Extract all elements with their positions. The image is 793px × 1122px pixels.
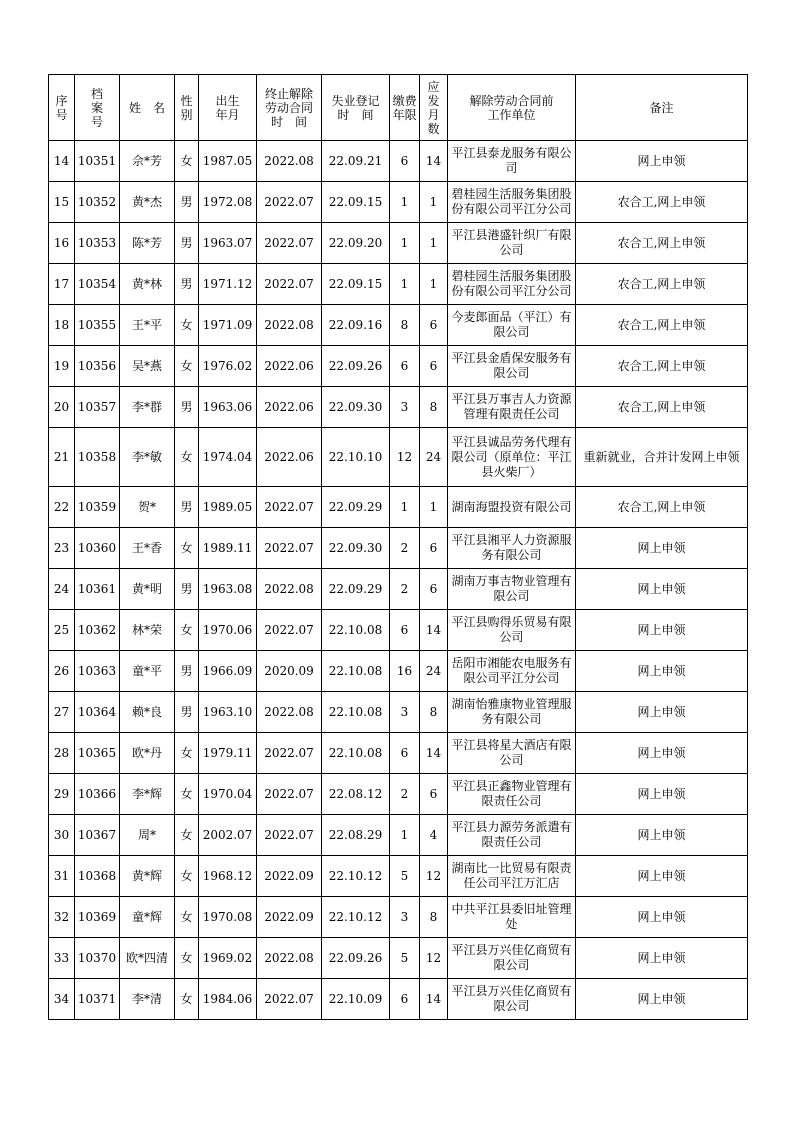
cell-name: 李*清 [120, 979, 175, 1020]
cell-birth: 1966.09 [199, 651, 257, 692]
cell-contrib-years: 1 [390, 223, 420, 264]
cell-months: 14 [420, 733, 448, 774]
cell-gender: 女 [175, 733, 199, 774]
cell-months: 8 [420, 692, 448, 733]
table-body [49, 141, 748, 1020]
cell-file-no: 10368 [75, 856, 120, 897]
cell-birth: 1970.04 [199, 774, 257, 815]
cell-termination: 2022.09 [257, 856, 322, 897]
cell-termination: 2022.07 [257, 815, 322, 856]
cell-file-no: 10353 [75, 223, 120, 264]
cell-remarks: 农合工,网上申领 [576, 487, 748, 528]
cell-remarks: 网上申领 [576, 141, 748, 182]
cell-file-no: 10354 [75, 264, 120, 305]
cell-seq: 21 [49, 428, 75, 487]
cell-birth: 1969.02 [199, 938, 257, 979]
cell-name: 贺* [120, 487, 175, 528]
cell-termination: 2022.08 [257, 938, 322, 979]
cell-seq: 34 [49, 979, 75, 1020]
cell-registration: 22.09.16 [322, 305, 390, 346]
cell-contrib-years: 3 [390, 387, 420, 428]
unemployment-benefit-table [48, 74, 748, 1020]
cell-registration: 22.10.08 [322, 610, 390, 651]
cell-termination: 2020.09 [257, 651, 322, 692]
table-row [49, 651, 748, 692]
cell-gender: 女 [175, 610, 199, 651]
cell-months: 14 [420, 610, 448, 651]
cell-registration: 22.09.21 [322, 141, 390, 182]
cell-remarks: 重新就业，合并计发网上申领 [576, 428, 748, 487]
cell-contrib-years: 1 [390, 264, 420, 305]
cell-file-no: 10369 [75, 897, 120, 938]
cell-gender: 男 [175, 569, 199, 610]
table-row [49, 815, 748, 856]
cell-file-no: 10351 [75, 141, 120, 182]
cell-months: 6 [420, 346, 448, 387]
cell-registration: 22.08.12 [322, 774, 390, 815]
cell-contrib-years: 6 [390, 979, 420, 1020]
cell-seq: 29 [49, 774, 75, 815]
cell-registration: 22.09.30 [322, 528, 390, 569]
cell-birth: 1984.06 [199, 979, 257, 1020]
cell-termination: 2022.07 [257, 774, 322, 815]
cell-remarks: 网上申领 [576, 979, 748, 1020]
cell-registration: 22.09.26 [322, 938, 390, 979]
cell-gender: 男 [175, 182, 199, 223]
cell-seq: 32 [49, 897, 75, 938]
table-row [49, 182, 748, 223]
cell-contrib-years: 12 [390, 428, 420, 487]
cell-gender: 男 [175, 692, 199, 733]
cell-months: 14 [420, 979, 448, 1020]
cell-name: 童*辉 [120, 897, 175, 938]
cell-contrib-years: 6 [390, 141, 420, 182]
cell-gender: 女 [175, 856, 199, 897]
cell-registration: 22.10.12 [322, 856, 390, 897]
cell-termination: 2022.07 [257, 487, 322, 528]
table-row [49, 141, 748, 182]
cell-birth: 1970.08 [199, 897, 257, 938]
cell-contrib-years: 6 [390, 733, 420, 774]
header-seq: 序号 [49, 75, 75, 141]
table-row [49, 692, 748, 733]
cell-name: 黄*明 [120, 569, 175, 610]
table-row [49, 897, 748, 938]
header-prev-employer: 解除劳动合同前工作单位 [448, 75, 576, 141]
cell-months: 6 [420, 528, 448, 569]
cell-prev-employer: 平江县万兴佳亿商贸有限公司 [448, 979, 576, 1020]
cell-name: 李*群 [120, 387, 175, 428]
cell-termination: 2022.08 [257, 141, 322, 182]
cell-file-no: 10370 [75, 938, 120, 979]
cell-gender: 女 [175, 938, 199, 979]
cell-gender: 男 [175, 223, 199, 264]
cell-birth: 1970.06 [199, 610, 257, 651]
cell-seq: 31 [49, 856, 75, 897]
cell-registration: 22.10.09 [322, 979, 390, 1020]
cell-seq: 14 [49, 141, 75, 182]
cell-birth: 1963.08 [199, 569, 257, 610]
cell-registration: 22.10.08 [322, 692, 390, 733]
cell-termination: 2022.08 [257, 569, 322, 610]
cell-prev-employer: 碧桂园生活服务集团股份有限公司平江分公司 [448, 182, 576, 223]
cell-months: 14 [420, 141, 448, 182]
cell-prev-employer: 平江县湘平人力资源服务有限公司 [448, 528, 576, 569]
cell-prev-employer: 平江县力源劳务派遣有限责任公司 [448, 815, 576, 856]
cell-registration: 22.09.26 [322, 346, 390, 387]
cell-seq: 30 [49, 815, 75, 856]
cell-remarks: 网上申领 [576, 651, 748, 692]
cell-months: 24 [420, 428, 448, 487]
cell-seq: 18 [49, 305, 75, 346]
cell-name: 李*辉 [120, 774, 175, 815]
cell-contrib-years: 1 [390, 487, 420, 528]
cell-remarks: 网上申领 [576, 692, 748, 733]
cell-birth: 1968.12 [199, 856, 257, 897]
cell-contrib-years: 6 [390, 346, 420, 387]
cell-contrib-years: 5 [390, 938, 420, 979]
cell-name: 王*香 [120, 528, 175, 569]
cell-name: 欧*四清 [120, 938, 175, 979]
cell-file-no: 10371 [75, 979, 120, 1020]
cell-file-no: 10352 [75, 182, 120, 223]
cell-prev-employer: 平江县诚品劳务代理有限公司（原单位：平江县火柴厂） [448, 428, 576, 487]
cell-file-no: 10366 [75, 774, 120, 815]
cell-name: 吴*燕 [120, 346, 175, 387]
cell-gender: 女 [175, 141, 199, 182]
cell-birth: 1972.08 [199, 182, 257, 223]
cell-registration: 22.09.20 [322, 223, 390, 264]
cell-gender: 女 [175, 428, 199, 487]
cell-name: 王*平 [120, 305, 175, 346]
cell-remarks: 网上申领 [576, 774, 748, 815]
cell-contrib-years: 1 [390, 182, 420, 223]
header-termination: 终止解除劳动合同时 间 [257, 75, 322, 141]
cell-termination: 2022.09 [257, 897, 322, 938]
cell-birth: 1963.07 [199, 223, 257, 264]
cell-file-no: 10358 [75, 428, 120, 487]
cell-registration: 22.10.08 [322, 733, 390, 774]
cell-seq: 17 [49, 264, 75, 305]
cell-prev-employer: 平江县港盛针织厂有限公司 [448, 223, 576, 264]
cell-registration: 22.10.10 [322, 428, 390, 487]
cell-remarks: 网上申领 [576, 569, 748, 610]
cell-file-no: 10359 [75, 487, 120, 528]
table-row [49, 733, 748, 774]
cell-months: 12 [420, 938, 448, 979]
cell-remarks: 网上申领 [576, 938, 748, 979]
cell-prev-employer: 岳阳市湘能农电服务有限公司平江分公司 [448, 651, 576, 692]
cell-seq: 16 [49, 223, 75, 264]
table-row [49, 979, 748, 1020]
cell-contrib-years: 3 [390, 692, 420, 733]
cell-birth: 1971.09 [199, 305, 257, 346]
cell-registration: 22.10.08 [322, 651, 390, 692]
cell-remarks: 农合工,网上申领 [576, 346, 748, 387]
table-row [49, 264, 748, 305]
cell-prev-employer: 今麦郎面品（平江）有限公司 [448, 305, 576, 346]
cell-gender: 男 [175, 387, 199, 428]
cell-seq: 25 [49, 610, 75, 651]
cell-seq: 28 [49, 733, 75, 774]
cell-seq: 20 [49, 387, 75, 428]
cell-seq: 27 [49, 692, 75, 733]
cell-registration: 22.09.29 [322, 569, 390, 610]
cell-months: 1 [420, 223, 448, 264]
cell-termination: 2022.06 [257, 346, 322, 387]
cell-seq: 33 [49, 938, 75, 979]
cell-contrib-years: 6 [390, 610, 420, 651]
cell-remarks: 农合工,网上申领 [576, 223, 748, 264]
cell-remarks: 网上申领 [576, 856, 748, 897]
cell-prev-employer: 平江县万兴佳亿商贸有限公司 [448, 938, 576, 979]
cell-birth: 1987.05 [199, 141, 257, 182]
cell-prev-employer: 平江县金盾保安服务有限公司 [448, 346, 576, 387]
cell-seq: 22 [49, 487, 75, 528]
cell-months: 12 [420, 856, 448, 897]
cell-remarks: 农合工,网上申领 [576, 387, 748, 428]
table-row [49, 856, 748, 897]
cell-remarks: 网上申领 [576, 610, 748, 651]
header-remarks: 备注 [576, 75, 748, 141]
table-row [49, 305, 748, 346]
cell-months: 4 [420, 815, 448, 856]
cell-name: 周* [120, 815, 175, 856]
cell-name: 佘*芳 [120, 141, 175, 182]
cell-prev-employer: 平江县购得乐贸易有限公司 [448, 610, 576, 651]
table-row [49, 346, 748, 387]
cell-name: 童*平 [120, 651, 175, 692]
cell-prev-employer: 平江县泰龙服务有限公司 [448, 141, 576, 182]
cell-months: 6 [420, 774, 448, 815]
cell-months: 6 [420, 305, 448, 346]
cell-contrib-years: 2 [390, 569, 420, 610]
cell-gender: 女 [175, 774, 199, 815]
cell-contrib-years: 3 [390, 897, 420, 938]
cell-birth: 1989.11 [199, 528, 257, 569]
table-row [49, 428, 748, 487]
cell-file-no: 10355 [75, 305, 120, 346]
cell-months: 1 [420, 487, 448, 528]
table-row [49, 610, 748, 651]
cell-seq: 24 [49, 569, 75, 610]
cell-remarks: 网上申领 [576, 733, 748, 774]
cell-prev-employer: 平江县将星大酒店有限公司 [448, 733, 576, 774]
header-months: 应发月数 [420, 75, 448, 141]
cell-months: 8 [420, 897, 448, 938]
cell-termination: 2022.06 [257, 428, 322, 487]
cell-remarks: 农合工,网上申领 [576, 264, 748, 305]
cell-birth: 1963.10 [199, 692, 257, 733]
table-row [49, 938, 748, 979]
cell-months: 6 [420, 569, 448, 610]
cell-name: 陈*芳 [120, 223, 175, 264]
cell-termination: 2022.07 [257, 264, 322, 305]
header-gender: 性别 [175, 75, 199, 141]
table-row [49, 528, 748, 569]
cell-termination: 2022.07 [257, 223, 322, 264]
cell-contrib-years: 8 [390, 305, 420, 346]
cell-termination: 2022.07 [257, 733, 322, 774]
cell-remarks: 网上申领 [576, 528, 748, 569]
cell-prev-employer: 中共平江县委旧址管理处 [448, 897, 576, 938]
cell-remarks: 农合工,网上申领 [576, 182, 748, 223]
cell-remarks: 网上申领 [576, 897, 748, 938]
cell-name: 黄*辉 [120, 856, 175, 897]
cell-prev-employer: 平江县正鑫物业管理有限责任公司 [448, 774, 576, 815]
cell-file-no: 10367 [75, 815, 120, 856]
cell-gender: 男 [175, 651, 199, 692]
table-header-row [49, 75, 748, 141]
cell-contrib-years: 2 [390, 528, 420, 569]
cell-birth: 1963.06 [199, 387, 257, 428]
cell-months: 1 [420, 264, 448, 305]
cell-contrib-years: 2 [390, 774, 420, 815]
cell-birth: 1976.02 [199, 346, 257, 387]
cell-months: 8 [420, 387, 448, 428]
table-row [49, 223, 748, 264]
cell-gender: 女 [175, 979, 199, 1020]
cell-termination: 2022.07 [257, 182, 322, 223]
cell-birth: 1979.11 [199, 733, 257, 774]
cell-name: 李*敏 [120, 428, 175, 487]
table-row [49, 387, 748, 428]
cell-seq: 19 [49, 346, 75, 387]
cell-name: 欧*丹 [120, 733, 175, 774]
cell-file-no: 10364 [75, 692, 120, 733]
cell-seq: 26 [49, 651, 75, 692]
cell-gender: 女 [175, 305, 199, 346]
cell-contrib-years: 1 [390, 815, 420, 856]
cell-remarks: 农合工,网上申领 [576, 305, 748, 346]
cell-birth: 2002.07 [199, 815, 257, 856]
cell-prev-employer: 湖南海盟投资有限公司 [448, 487, 576, 528]
cell-file-no: 10365 [75, 733, 120, 774]
cell-file-no: 10363 [75, 651, 120, 692]
cell-prev-employer: 湖南怡雅康物业管理服务有限公司 [448, 692, 576, 733]
cell-gender: 女 [175, 346, 199, 387]
header-registration: 失业登记时 间 [322, 75, 390, 141]
cell-birth: 1971.12 [199, 264, 257, 305]
cell-gender: 女 [175, 815, 199, 856]
cell-name: 黄*杰 [120, 182, 175, 223]
cell-prev-employer: 平江县万事吉人力资源管理有限责任公司 [448, 387, 576, 428]
table-row [49, 487, 748, 528]
cell-termination: 2022.08 [257, 305, 322, 346]
cell-remarks: 网上申领 [576, 815, 748, 856]
cell-gender: 男 [175, 264, 199, 305]
cell-birth: 1989.05 [199, 487, 257, 528]
cell-termination: 2022.06 [257, 387, 322, 428]
cell-file-no: 10360 [75, 528, 120, 569]
cell-contrib-years: 16 [390, 651, 420, 692]
cell-registration: 22.08.29 [322, 815, 390, 856]
cell-termination: 2022.07 [257, 979, 322, 1020]
cell-contrib-years: 5 [390, 856, 420, 897]
cell-file-no: 10361 [75, 569, 120, 610]
table-row [49, 774, 748, 815]
header-contrib-years: 缴费年限 [390, 75, 420, 141]
cell-name: 黄*林 [120, 264, 175, 305]
cell-termination: 2022.07 [257, 528, 322, 569]
cell-name: 林*荣 [120, 610, 175, 651]
cell-gender: 女 [175, 897, 199, 938]
cell-registration: 22.09.30 [322, 387, 390, 428]
cell-registration: 22.09.15 [322, 264, 390, 305]
cell-termination: 2022.08 [257, 692, 322, 733]
cell-registration: 22.09.15 [322, 182, 390, 223]
cell-file-no: 10362 [75, 610, 120, 651]
cell-name: 赖*良 [120, 692, 175, 733]
cell-file-no: 10356 [75, 346, 120, 387]
table-row [49, 569, 748, 610]
cell-seq: 15 [49, 182, 75, 223]
cell-birth: 1974.04 [199, 428, 257, 487]
cell-gender: 女 [175, 528, 199, 569]
cell-prev-employer: 碧桂园生活服务集团股份有限公司平江分公司 [448, 264, 576, 305]
cell-termination: 2022.07 [257, 610, 322, 651]
cell-seq: 23 [49, 528, 75, 569]
cell-registration: 22.09.29 [322, 487, 390, 528]
cell-registration: 22.10.12 [322, 897, 390, 938]
cell-gender: 男 [175, 487, 199, 528]
header-file-no: 档案号 [75, 75, 120, 141]
cell-months: 24 [420, 651, 448, 692]
header-name: 姓 名 [120, 75, 175, 141]
cell-file-no: 10357 [75, 387, 120, 428]
header-birth: 出生年月 [199, 75, 257, 141]
cell-prev-employer: 湖南比一比贸易有限责任公司平江万汇店 [448, 856, 576, 897]
cell-months: 1 [420, 182, 448, 223]
cell-prev-employer: 湖南万事吉物业管理有限公司 [448, 569, 576, 610]
